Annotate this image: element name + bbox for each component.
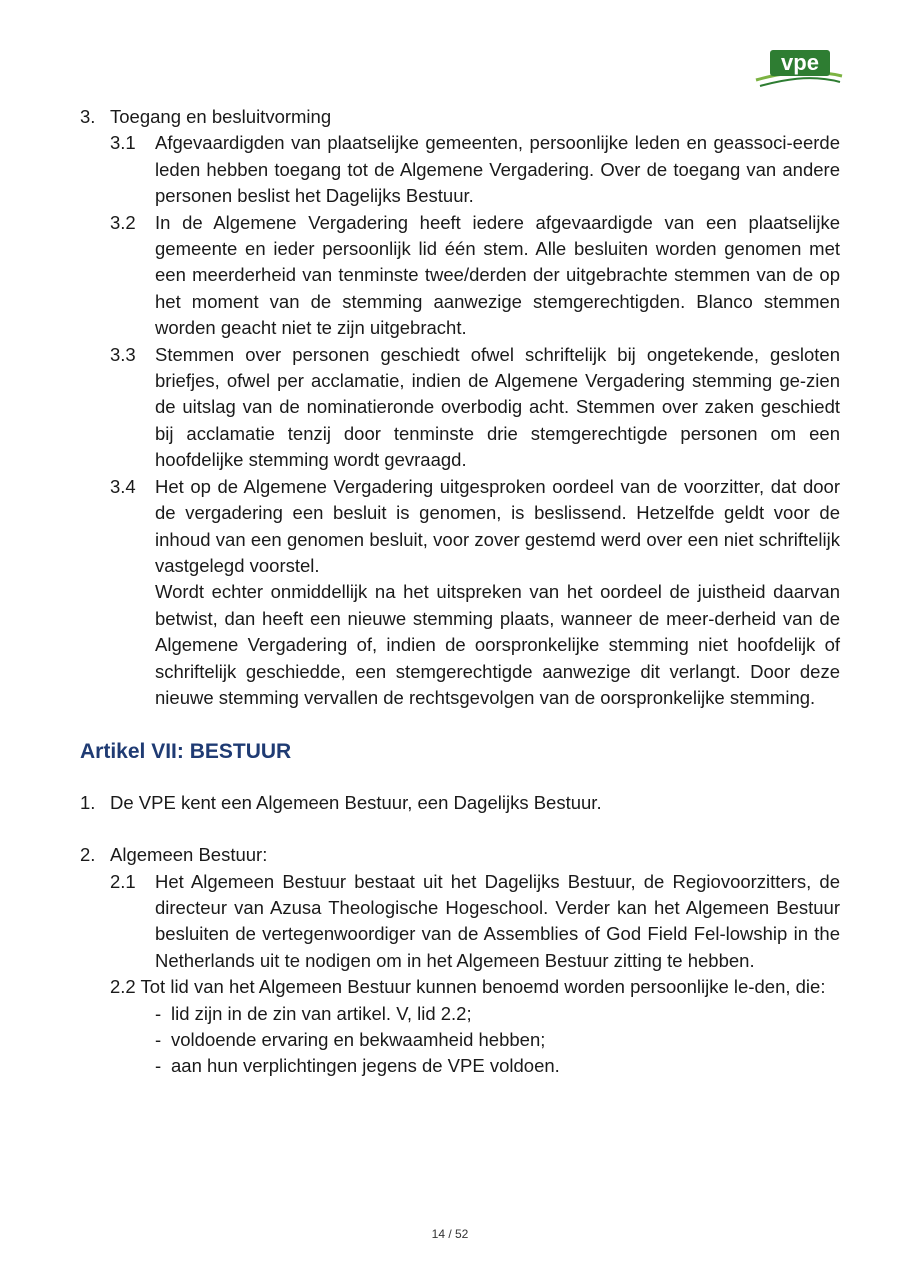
svg-text:vpe: vpe <box>781 50 819 75</box>
section-title: Toegang en besluitvorming <box>110 106 332 127</box>
bullet-text: lid zijn in de zin van artikel. V, lid 2.2; <box>171 1002 472 1024</box>
sub-item-2-1 <box>80 869 840 975</box>
sub-number: 3.3 <box>110 343 136 365</box>
list-item-2 <box>80 842 840 868</box>
article-heading: Artikel VII: BESTUUR <box>80 740 292 764</box>
sub-text: Stemmen over personen geschiedt ofwel schriftelijk bij ongetekende, gesloten briefjes, ofwel per acclamatie, indien de Algemene Vergadering stemming ge-zien de uitslag van de nominatieronde overbodig acht. Stemmen over zaken geschiedt bij acclamatie tenzij door tenminste drie stemgerechtigde personen om een hoofdelijke stemming wordt gevraagd. <box>155 343 840 471</box>
sub-number: 3.4 <box>110 475 136 497</box>
bullet-item: - lid zijn in de zin van artikel. V, lid 2.2; <box>155 1002 472 1024</box>
list-text: De VPE kent een Algemeen Bestuur, een Dagelijks Bestuur. <box>110 791 602 813</box>
sub-number: 3.2 <box>110 211 136 233</box>
sub-item-3-1 <box>80 130 840 209</box>
list-item-1 <box>80 790 840 816</box>
sub-text: In de Algemene Vergadering heeft iedere afgevaardigde van een plaatselijke gemeente en ieder persoonlijk lid één stem. Alle besluiten worden genomen met een meerderheid van tenminste twee/derden der uitgebrachte stemmen van de op het moment van de stemming aanwezige stemgerechtigden. Blanco stemmen worden geacht niet te zijn uitgebracht. <box>155 211 840 339</box>
sub-text: Afgevaardigden van plaatselijke gemeenten, persoonlijke leden en geassoci-eerde leden hebben toegang tot de Algemene Vergadering. Over de toegang van andere personen beslist het Dagelijks Bestuur. <box>155 132 840 207</box>
sub-text: Het op de Algemene Vergadering uitgesproken oordeel van de voorzitter, dat door de vergadering een besluit is genomen, is beslissend. Hetzelfde geldt voor de inhoud van een genomen besluit, voor zover gestemd werd over een niet schriftelijk vastgelegd voorstel. <box>155 475 840 576</box>
bullet-text: voldoende ervaring en bekwaamheid hebben; <box>171 1029 546 1050</box>
list-number: 1. <box>80 791 96 813</box>
page-number: 14 / 52 <box>431 1227 469 1241</box>
section-3 <box>80 104 840 130</box>
sub-item-3-2 <box>80 210 840 342</box>
sub-item-3-4 <box>80 474 840 580</box>
sub-item-2-2: 2.2 Tot lid van het Algemeen Bestuur kunnen benoemd worden persoonlijke le-den, die: <box>110 976 826 998</box>
paragraph-3-4-continued: Wordt echter onmiddellijk na het uitspreken van het oordeel de juistheid daarvan betwist, dan heeft een nieuwe stemming plaats, wanneer de meer-derheid van de Algemene Vergadering of, indien de oorspronkelijke stemming niet hoofdelijk of schriftelijk geschiedde, een stemgerechtigde aanwezige dit verlangt. Door deze nieuwe stemming vervallen de rechtsgevolgen van de oorspronkelijke stemming. <box>155 581 840 708</box>
bullet-text: aan hun verplichtingen jegens de VPE voldoen. <box>171 1055 560 1077</box>
list-text: Algemeen Bestuur: <box>110 844 268 866</box>
bullet-item: - aan hun verplichtingen jegens de VPE voldoen. <box>155 1055 560 1077</box>
sub-number: 3.1 <box>110 132 136 154</box>
vpe-logo <box>752 40 844 92</box>
bullet-item: - voldoende ervaring en bekwaamheid hebben; <box>155 1029 546 1050</box>
list-number: 3. <box>80 106 96 127</box>
document-body <box>80 104 840 1080</box>
sub-text: Het Algemeen Bestuur bestaat uit het Dagelijks Bestuur, de Regiovoorzitters, de directeur van Azusa Theologische Hogeschool. Verder kan het Algemeen Bestuur besluiten de vertegenwoordiger van de Assemblies of God Field Fel-lowship in the Netherlands uit te nodigen om in het Algemeen Bestuur zitting te hebben. <box>155 870 840 971</box>
list-number: 2. <box>80 844 96 866</box>
sub-number: 2.1 <box>110 870 136 892</box>
sub-item-3-3 <box>80 342 840 474</box>
